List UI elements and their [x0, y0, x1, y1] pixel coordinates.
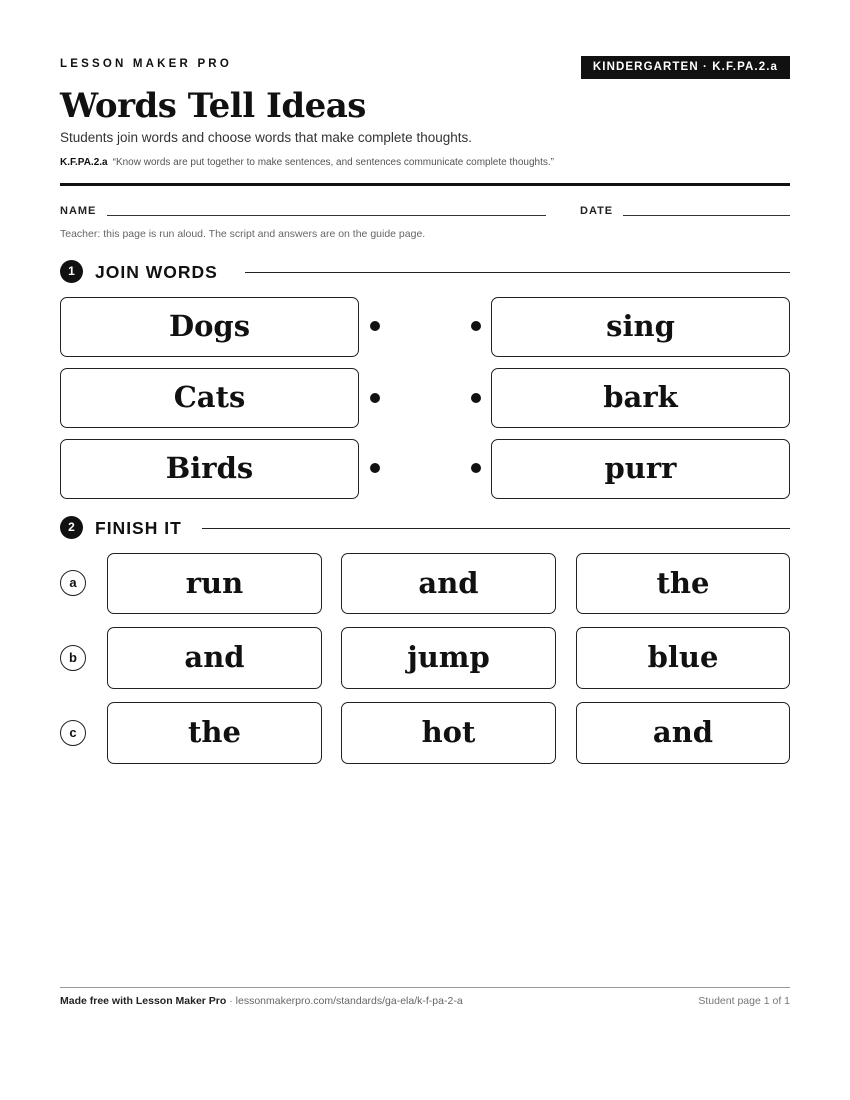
- join-right-card[interactable]: [491, 297, 790, 357]
- word-choice-card[interactable]: [341, 702, 556, 764]
- word-text: and: [418, 566, 479, 600]
- page-title: Words Tell Ideas: [60, 86, 366, 126]
- word-text: run: [185, 566, 244, 600]
- word-choice-card[interactable]: [341, 553, 556, 614]
- word-choice-card[interactable]: [576, 702, 790, 764]
- worksheet-page: [60, 0, 790, 1100]
- word-text: Dogs: [168, 309, 251, 343]
- footer-url[interactable]: · lessonmakerpro.com/standards/ga-ela/k-f-pa-2-a: [226, 995, 463, 1007]
- footer-made-with: Made free with Lesson Maker Pro: [60, 995, 227, 1007]
- standard-code: K.F.PA.2.a: [60, 157, 108, 168]
- join-dot-left[interactable]: [370, 321, 380, 331]
- word-choice-card[interactable]: [107, 553, 322, 614]
- footer-credit: [60, 995, 463, 1007]
- word-choice-card[interactable]: [107, 702, 322, 764]
- standard-text: “Know words are put together to make sentences, and sentences communicate complete thoughts.”: [112, 157, 554, 168]
- footer-page-number: Student page 1 of 1: [698, 995, 790, 1007]
- row-letter-badge: c: [60, 720, 86, 746]
- word-text: sing: [606, 309, 675, 343]
- word-text: bark: [603, 380, 678, 414]
- section-number-badge: 1: [60, 260, 83, 283]
- header-divider: [60, 183, 790, 186]
- word-text: the: [188, 715, 241, 749]
- section-title: FINISH IT: [95, 518, 182, 538]
- word-choice-card[interactable]: [107, 627, 322, 689]
- join-right-card[interactable]: [491, 439, 790, 499]
- word-text: blue: [647, 640, 719, 674]
- standard-description: [60, 157, 554, 168]
- section-join-words-header: [60, 260, 790, 284]
- footer-divider: [60, 987, 790, 988]
- section-number-badge: 2: [60, 516, 83, 539]
- name-write-line[interactable]: [107, 215, 546, 216]
- word-choice-card[interactable]: [341, 627, 556, 689]
- grade-standard-badge: KINDERGARTEN · K.F.PA.2.a: [581, 56, 790, 79]
- page-subtitle: Students join words and choose words that make complete thoughts.: [60, 130, 472, 145]
- teacher-note: Teacher: this page is run aloud. The script and answers are on the guide page.: [60, 228, 426, 240]
- join-dot-left[interactable]: [370, 463, 380, 473]
- section-rule: [202, 528, 790, 529]
- brand-name: LESSON MAKER PRO: [60, 58, 232, 70]
- word-text: the: [656, 566, 710, 600]
- join-dot-right[interactable]: [471, 463, 481, 473]
- name-label: NAME: [60, 205, 97, 217]
- join-dot-right[interactable]: [471, 393, 481, 403]
- row-letter-badge: a: [60, 570, 86, 596]
- word-text: and: [652, 715, 714, 749]
- word-text: jump: [407, 640, 490, 674]
- word-choice-card[interactable]: [576, 627, 790, 689]
- section-rule: [245, 272, 790, 273]
- word-text: Birds: [165, 451, 254, 485]
- join-left-card[interactable]: [60, 297, 359, 357]
- join-left-card[interactable]: [60, 368, 359, 428]
- word-text: purr: [604, 451, 677, 485]
- word-text: hot: [421, 715, 476, 749]
- join-dot-left[interactable]: [370, 393, 380, 403]
- section-finish-it-header: [60, 516, 790, 540]
- word-text: Cats: [173, 380, 246, 414]
- date-label: DATE: [580, 205, 614, 217]
- row-letter-badge: b: [60, 645, 86, 671]
- join-dot-right[interactable]: [471, 321, 481, 331]
- join-right-card[interactable]: [491, 368, 790, 428]
- section-title: JOIN WORDS: [95, 262, 218, 282]
- word-text: and: [184, 640, 245, 674]
- date-write-line[interactable]: [623, 215, 790, 216]
- word-choice-card[interactable]: [576, 553, 790, 614]
- join-left-card[interactable]: [60, 439, 359, 499]
